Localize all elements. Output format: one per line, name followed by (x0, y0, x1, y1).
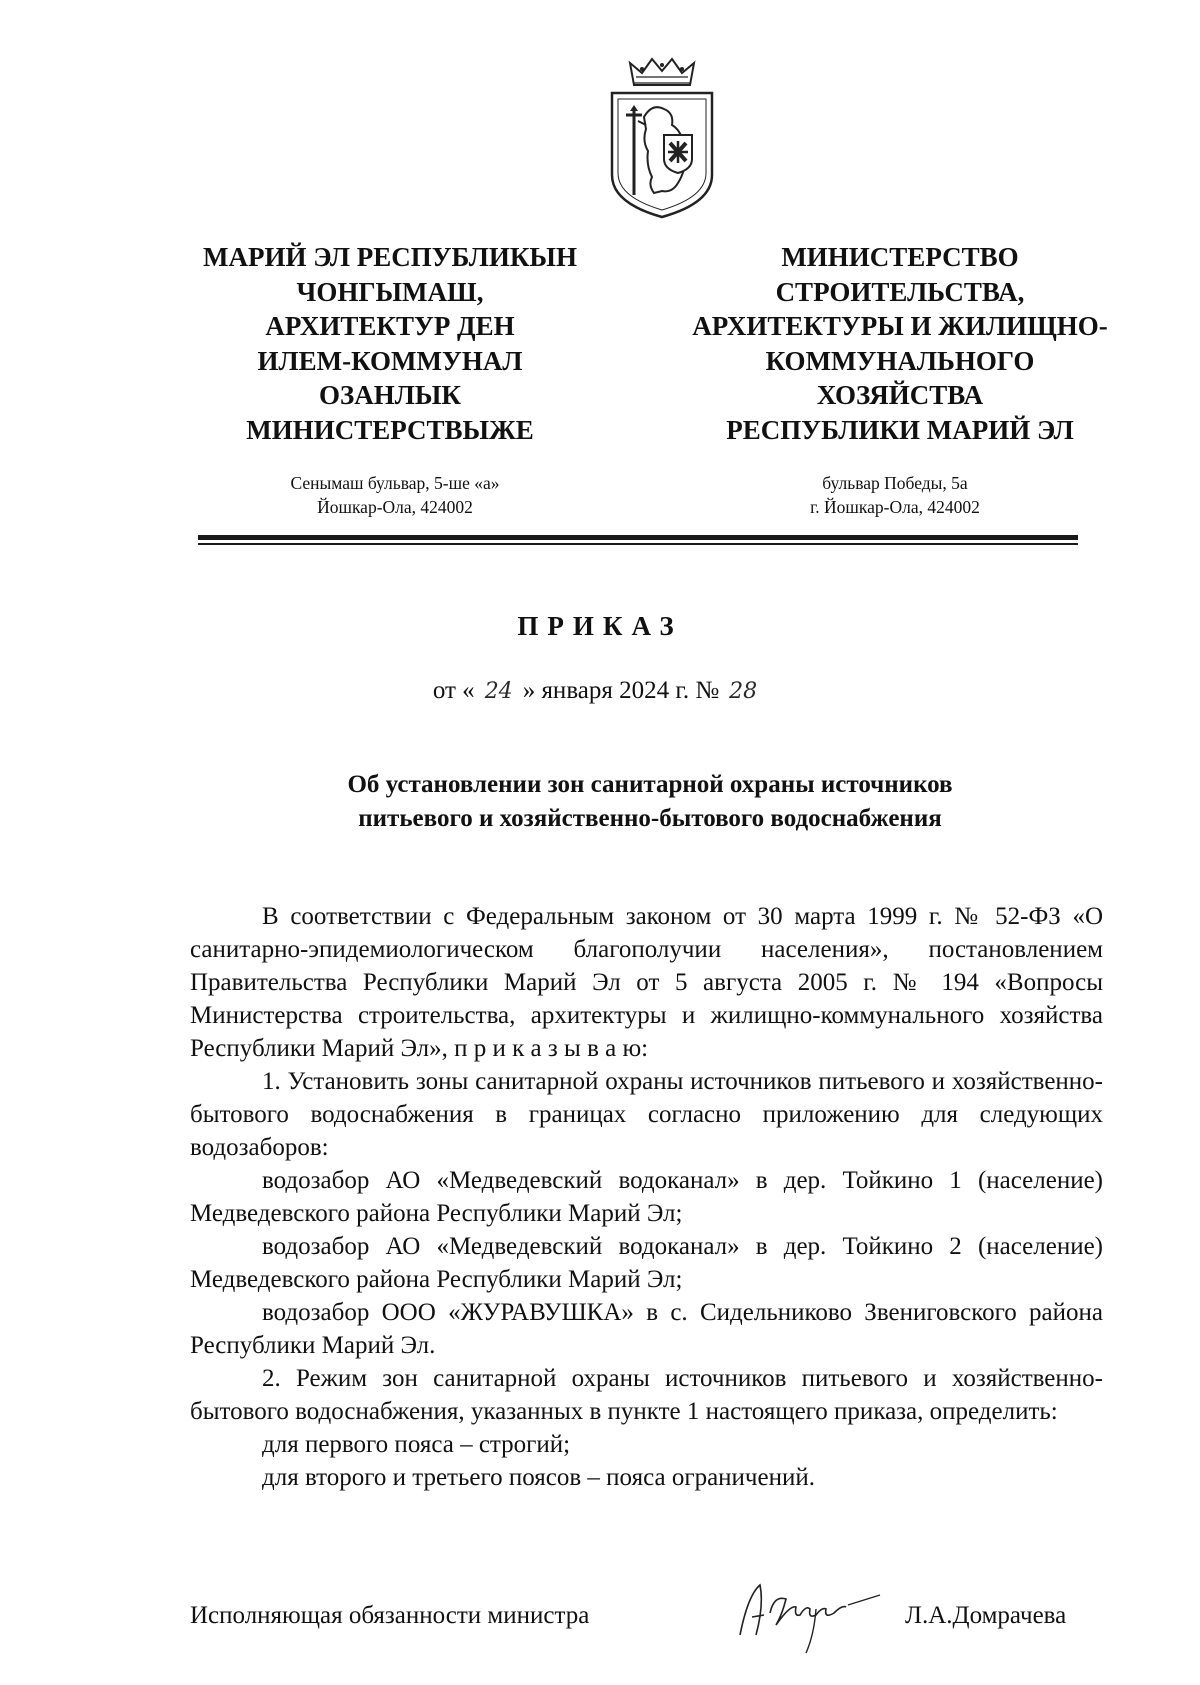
order-subject (190, 768, 1110, 836)
org-mari-line: ЧОНГЫМАШ, (296, 276, 484, 307)
signatory-name: Л.А.Домрачева (905, 1602, 1067, 1629)
handwritten-number: 28 (729, 679, 758, 704)
org-ru-line: СТРОИТЕЛЬСТВА, (775, 276, 1025, 307)
org-ru-line: АРХИТЕКТУРЫ И ЖИЛИЩНО- (692, 311, 1108, 341)
org-ru-line: КОММУНАЛЬНОГО (765, 345, 1035, 376)
paragraph-item-2: 2. Режим зон санитарной охраны источников питьевого и хозяйственно-бытового водоснабжения, указанных в пункте 1 настоящего приказа, определить: (190, 1365, 1103, 1425)
org-mari-line: МИНИСТЕРСТВЫЖЕ (246, 414, 534, 445)
paragraph-belt-2-3: для второго и третьего поясов – пояса ограничений. (262, 1464, 815, 1491)
org-mari-line: АРХИТЕКТУР ДЕН (265, 311, 515, 341)
paragraph-belt-1: для первого пояса – строгий; (262, 1431, 571, 1458)
header-divider-thin (198, 543, 1078, 545)
org-ru-line: РЕСПУБЛИКИ МАРИЙ ЭЛ (726, 414, 1074, 445)
header-divider-thick (198, 535, 1078, 540)
address-russian (760, 471, 1030, 519)
address-line: г. Йошкар-Ола, 424002 (810, 497, 980, 517)
address-line: Сенымаш бульвар, 5-ше «а» (290, 473, 500, 493)
order-title: ПРИКАЗ (517, 611, 683, 641)
subject-line: питьевого и хозяйственно-бытового водоснабжения (358, 805, 942, 832)
paragraph-preamble: В соответствии с Федеральным законом от 30 марта 1999 г. № 52-ФЗ «О санитарно-эпидемиологическом благополучии населения», постановлением Правительства Республики Марий Эл от 5 августа 2005 г. № 194 «Вопросы Министерства строительства, архитектуры и жилищно-коммунального хозяйства Республики Марий Эл», п р и к а з ы в а ю: (190, 903, 1103, 1062)
org-name-mari (170, 240, 610, 447)
org-name-russian (665, 240, 1135, 447)
paragraph-intake-2: водозабор АО «Медведевский водоканал» в дер. Тойкино 2 (население) Медведевского района Республики Марий Эл; (190, 1233, 1103, 1293)
paragraph-intake-1: водозабор АО «Медведевский водоканал» в дер. Тойкино 1 (население) Медведевского района Республики Марий Эл; (190, 1167, 1103, 1227)
address-mari (250, 471, 540, 519)
address-line: бульвар Победы, 5а (822, 473, 968, 493)
order-date-line (0, 677, 1200, 705)
signatory-position: Исполняющая обязанности министра (190, 1602, 590, 1629)
coat-of-arms-icon (602, 55, 722, 225)
date-suffix: » января 2024 г. № (522, 677, 720, 704)
handwritten-day: 24 (484, 679, 513, 704)
org-mari-line: ОЗАНЛЫК (319, 380, 461, 410)
paragraph-intake-3: водозабор ООО «ЖУРАВУШКА» в с. Сидельниково Звениговского района Республики Марий Эл. (190, 1299, 1103, 1359)
org-ru-line: ХОЗЯЙСТВА (816, 380, 984, 410)
order-body (190, 900, 1103, 1494)
org-mari-line: МАРИЙ ЭЛ РЕСПУБЛИКЫН (203, 242, 577, 272)
org-mari-line: ИЛЕМ-КОММУНАЛ (257, 345, 523, 376)
date-prefix: от « (432, 677, 475, 704)
address-line: Йошкар-Ола, 424002 (317, 497, 473, 517)
org-ru-line: МИНИСТЕРСТВО (781, 242, 1019, 272)
subject-line: Об установлении зон санитарной охраны источников (347, 771, 953, 798)
paragraph-item-1: 1. Установить зоны санитарной охраны источников питьевого и хозяйственно-бытового водоснабжения в границах согласно приложению для следующих водозаборов: (190, 1068, 1103, 1161)
handwritten-signature (730, 1565, 900, 1655)
